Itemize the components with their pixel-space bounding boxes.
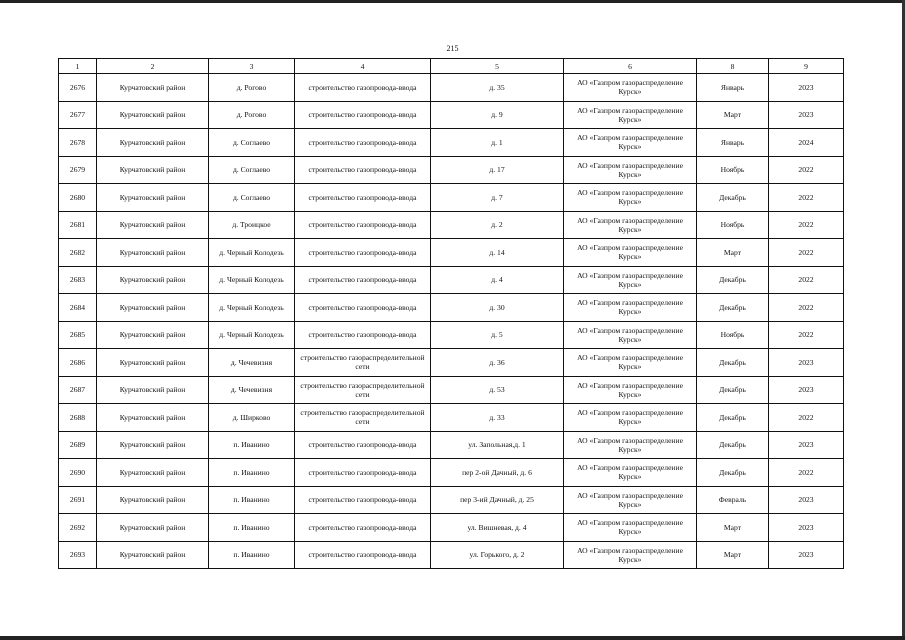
work-type-cell: строительство газопровода-ввода [295,266,431,294]
settlement-cell: д. Соглаево [209,129,295,157]
year-cell: 2022 [769,184,844,212]
table-body [59,74,844,569]
work-type-cell: строительство газопровода-ввода [295,321,431,349]
scan-edge-bottom [0,636,905,640]
scan-edge-top [0,0,905,3]
table-row [59,514,844,542]
district-cell: Курчатовский район [97,294,209,322]
month-cell: Ноябрь [697,321,769,349]
address-cell: д. 2 [431,211,564,239]
row-number-cell: 2682 [59,239,97,267]
settlement-cell: д. Черный Колодезь [209,239,295,267]
district-cell: Курчатовский район [97,376,209,404]
district-cell: Курчатовский район [97,541,209,569]
header-cell: 1 [59,59,97,74]
address-cell: д. 14 [431,239,564,267]
settlement-cell: д. Черный Колодезь [209,321,295,349]
district-cell: Курчатовский район [97,74,209,102]
year-cell: 2022 [769,239,844,267]
address-cell: д. 30 [431,294,564,322]
row-number-cell: 2692 [59,514,97,542]
organization-cell: АО «Газпром газораспределение Курск» [564,101,697,129]
month-cell: Март [697,101,769,129]
work-type-cell: строительство газопровода-ввода [295,101,431,129]
table-row [59,404,844,432]
organization-cell: АО «Газпром газораспределение Курск» [564,184,697,212]
address-cell: д. 9 [431,101,564,129]
year-cell: 2023 [769,74,844,102]
table-row [59,541,844,569]
address-cell: д. 4 [431,266,564,294]
row-number-cell: 2677 [59,101,97,129]
address-cell: пер 2-ой Дачный, д. 6 [431,459,564,487]
row-number-cell: 2686 [59,349,97,377]
address-cell: ул. Запольная,д. 1 [431,431,564,459]
district-cell: Курчатовский район [97,514,209,542]
row-number-cell: 2689 [59,431,97,459]
organization-cell: АО «Газпром газораспределение Курск» [564,294,697,322]
work-type-cell: строительство газопровода-ввода [295,514,431,542]
table-row [59,349,844,377]
table-row [59,129,844,157]
settlement-cell: д. Черный Колодезь [209,266,295,294]
address-cell: д. 36 [431,349,564,377]
row-number-cell: 2676 [59,74,97,102]
table-row [59,376,844,404]
month-cell: Декабрь [697,266,769,294]
district-cell: Курчатовский район [97,349,209,377]
organization-cell: АО «Газпром газораспределение Курск» [564,211,697,239]
organization-cell: АО «Газпром газораспределение Курск» [564,349,697,377]
month-cell: Февраль [697,486,769,514]
table-row [59,321,844,349]
row-number-cell: 2685 [59,321,97,349]
organization-cell: АО «Газпром газораспределение Курск» [564,459,697,487]
year-cell: 2022 [769,459,844,487]
header-cell: 4 [295,59,431,74]
address-cell: д. 17 [431,156,564,184]
settlement-cell: д. Соглаево [209,156,295,184]
work-type-cell: строительство газопровода-ввода [295,74,431,102]
year-cell: 2023 [769,349,844,377]
table-row [59,239,844,267]
address-cell: д. 1 [431,129,564,157]
work-type-cell: строительство газораспределительной сети [295,404,431,432]
row-number-cell: 2679 [59,156,97,184]
table-row [59,211,844,239]
organization-cell: АО «Газпром газораспределение Курск» [564,239,697,267]
work-type-cell: строительство газопровода-ввода [295,239,431,267]
table-row [59,74,844,102]
district-cell: Курчатовский район [97,184,209,212]
district-cell: Курчатовский район [97,404,209,432]
address-cell: д. 53 [431,376,564,404]
table-row [59,459,844,487]
settlement-cell: д. Чечевизня [209,376,295,404]
district-cell: Курчатовский район [97,486,209,514]
row-number-cell: 2681 [59,211,97,239]
organization-cell: АО «Газпром газораспределение Курск» [564,541,697,569]
settlement-cell: д. Рогово [209,74,295,102]
month-cell: Ноябрь [697,156,769,184]
table-row [59,184,844,212]
table-row [59,294,844,322]
year-cell: 2022 [769,266,844,294]
year-cell: 2022 [769,321,844,349]
year-cell: 2022 [769,156,844,184]
settlement-cell: д. Чечевизня [209,349,295,377]
row-number-cell: 2687 [59,376,97,404]
work-type-cell: строительство газораспределительной сети [295,376,431,404]
settlement-cell: п. Иванино [209,514,295,542]
work-type-cell: строительство газопровода-ввода [295,486,431,514]
organization-cell: АО «Газпром газораспределение Курск» [564,129,697,157]
district-cell: Курчатовский район [97,156,209,184]
district-cell: Курчатовский район [97,129,209,157]
district-cell: Курчатовский район [97,266,209,294]
year-cell: 2023 [769,486,844,514]
settlement-cell: д. Соглаево [209,184,295,212]
settlement-cell: п. Иванино [209,431,295,459]
address-cell: д. 7 [431,184,564,212]
work-type-cell: строительство газопровода-ввода [295,541,431,569]
organization-cell: АО «Газпром газораспределение Курск» [564,431,697,459]
header-cell: 3 [209,59,295,74]
table-header-row [59,59,844,74]
district-cell: Курчатовский район [97,239,209,267]
header-cell: 2 [97,59,209,74]
organization-cell: АО «Газпром газораспределение Курск» [564,486,697,514]
work-type-cell: строительство газопровода-ввода [295,294,431,322]
data-table [58,58,844,569]
month-cell: Декабрь [697,404,769,432]
organization-cell: АО «Газпром газораспределение Курск» [564,266,697,294]
district-cell: Курчатовский район [97,459,209,487]
month-cell: Декабрь [697,459,769,487]
month-cell: Декабрь [697,184,769,212]
organization-cell: АО «Газпром газораспределение Курск» [564,404,697,432]
address-cell: д. 33 [431,404,564,432]
month-cell: Март [697,514,769,542]
district-cell: Курчатовский район [97,101,209,129]
row-number-cell: 2693 [59,541,97,569]
organization-cell: АО «Газпром газораспределение Курск» [564,156,697,184]
header-cell: 9 [769,59,844,74]
row-number-cell: 2684 [59,294,97,322]
header-cell: 8 [697,59,769,74]
table-row [59,156,844,184]
page-number: 215 [446,44,459,53]
organization-cell: АО «Газпром газораспределение Курск» [564,74,697,102]
address-cell: д. 5 [431,321,564,349]
month-cell: Март [697,239,769,267]
year-cell: 2023 [769,101,844,129]
table-row [59,431,844,459]
organization-cell: АО «Газпром газораспределение Курск» [564,514,697,542]
settlement-cell: п. Иванино [209,486,295,514]
address-cell: ул. Вишневая, д. 4 [431,514,564,542]
row-number-cell: 2683 [59,266,97,294]
month-cell: Декабрь [697,294,769,322]
month-cell: Декабрь [697,431,769,459]
settlement-cell: д. Черный Колодезь [209,294,295,322]
work-type-cell: строительство газопровода-ввода [295,129,431,157]
table-row [59,486,844,514]
month-cell: Декабрь [697,349,769,377]
table-row [59,266,844,294]
organization-cell: АО «Газпром газораспределение Курск» [564,321,697,349]
month-cell: Январь [697,129,769,157]
address-cell: д. 35 [431,74,564,102]
settlement-cell: п. Иванино [209,541,295,569]
year-cell: 2023 [769,431,844,459]
work-type-cell: строительство газопровода-ввода [295,211,431,239]
month-cell: Март [697,541,769,569]
row-number-cell: 2690 [59,459,97,487]
year-cell: 2022 [769,294,844,322]
work-type-cell: строительство газопровода-ввода [295,184,431,212]
organization-cell: АО «Газпром газораспределение Курск» [564,376,697,404]
year-cell: 2022 [769,211,844,239]
address-cell: пер 3-ий Дачный, д. 25 [431,486,564,514]
settlement-cell: д. Троицкое [209,211,295,239]
year-cell: 2022 [769,404,844,432]
district-cell: Курчатовский район [97,431,209,459]
row-number-cell: 2691 [59,486,97,514]
month-cell: Декабрь [697,376,769,404]
header-cell: 5 [431,59,564,74]
month-cell: Ноябрь [697,211,769,239]
row-number-cell: 2678 [59,129,97,157]
year-cell: 2024 [769,129,844,157]
year-cell: 2023 [769,514,844,542]
work-type-cell: строительство газораспределительной сети [295,349,431,377]
settlement-cell: п. Иванино [209,459,295,487]
year-cell: 2023 [769,376,844,404]
work-type-cell: строительство газопровода-ввода [295,459,431,487]
district-cell: Курчатовский район [97,321,209,349]
district-cell: Курчатовский район [97,211,209,239]
row-number-cell: 2680 [59,184,97,212]
settlement-cell: д. Рогово [209,101,295,129]
month-cell: Январь [697,74,769,102]
header-cell: 6 [564,59,697,74]
row-number-cell: 2688 [59,404,97,432]
year-cell: 2023 [769,541,844,569]
settlement-cell: д. Ширково [209,404,295,432]
work-type-cell: строительство газопровода-ввода [295,431,431,459]
table-row [59,101,844,129]
work-type-cell: строительство газопровода-ввода [295,156,431,184]
address-cell: ул. Горького, д. 2 [431,541,564,569]
